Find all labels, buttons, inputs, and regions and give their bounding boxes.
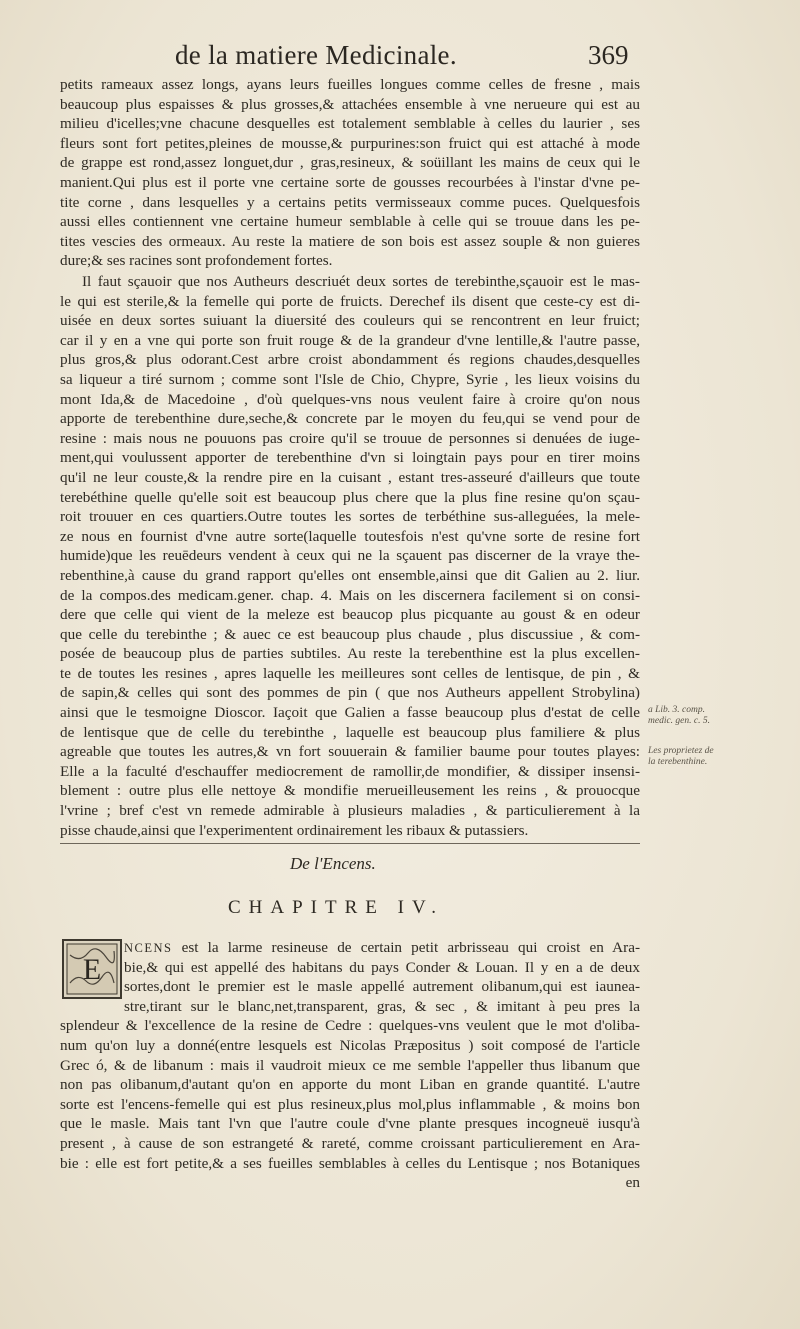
text-line: car il y en a vne qui porte son fruit rouge & de la grandeur d'vne lentille,& l'autre passe, — [60, 331, 640, 349]
text-line: aussi elles contiennent vne certaine humeur semblable à celle qui se trouue dans les pe- — [60, 213, 640, 231]
first-line-rest: est la larme resineuse de certain petit arbrisseau qui croist en Ara- — [181, 939, 640, 956]
text-line: Grec ó, & de libanum : mais il vaudroit mieux ce me semble l'appeller thus libanum que — [60, 1056, 640, 1074]
text-line: present , à cause de son estrangeté & rareté, comme croissant particulierement en Ara- — [60, 1134, 640, 1152]
margin-note-properties: Les proprietez de la terebenthine. — [648, 746, 714, 767]
text-line: manient.Qui plus est il porte vne certaine sorte de gousses recourbées à l'instar d'vne pe- — [60, 173, 640, 191]
text-line: le qui est sterile,& la femelle qui porte de fruicts. Derechef ils disent que ceste-cy est di- — [60, 292, 640, 310]
text-line: stre,tirant sur le blanc,net,transparent, gras, & sec , & imitant à peu pres la — [124, 997, 640, 1015]
text-line: milieu d'icelles;vne chacune desquelles est totalement semblable à celles du laurier , ses — [60, 115, 640, 133]
text-line: apporte de terebenthine dure,seche,& concrete par le moyen du feu,qui se vend pour de — [60, 410, 640, 428]
text-line: mont Ida,& de Macedoine , d'où quelques-vns nous veulent faire à croire qu'on nous — [60, 390, 640, 408]
paragraph-top — [60, 75, 640, 271]
chapter-first-line — [124, 938, 640, 959]
text-line: qu'il ne leur couste,& la rendre pire en la cuisant , estant tres-asseuré d'ailleurs que toute — [60, 468, 640, 486]
chapter-wrap-lines — [124, 958, 640, 1017]
text-line: Il faut sçauoir que nos Autheurs descriuét deux sortes de terebinthe,sçauoir est le mas- — [82, 273, 640, 290]
text-line: bie,& qui est appellé des habitans du pays Conder & Louan. Il y en a de deux — [124, 958, 640, 976]
text-line: Elle a la faculté d'eschauffer mediocrement de ramollir,de mondifier, & dissiper insensi- — [60, 762, 640, 780]
text-line: roit trouuer en ces quartiers.Outre toutes les sortes de terbéthine sus-alleguées, la mele- — [60, 508, 640, 526]
paragraph-terebinthe — [60, 272, 640, 840]
text-line: non pas olibanum,d'autant qu'on en apporte du mont Liban en grande quantité. L'autre — [60, 1076, 640, 1094]
text-line: num qu'on luy a donné(entre lesquels est Nicolas Præpositus ) soit composé de l'article — [60, 1036, 640, 1054]
text-line — [124, 938, 640, 959]
text-line: de lentisque que de celle du terebinthe , laquelle est beaucoup plus familiere & plus — [60, 723, 640, 741]
text-line: dure;& ses racines sont profondement fortes. — [60, 252, 333, 270]
text-line: blement : outre plus elle nettoye & mondifie merueilleusement les reins , & prouocque — [60, 782, 640, 800]
running-title: de la matiere Medicinale. — [175, 40, 457, 70]
text-line: agreable que toutes les autres,& vn fort souuerain & familier baume pour toutes playes: — [60, 743, 640, 761]
text-line: tite corne , dans lesquelles y a certains petits vermisseaux comme puces. Quelquesfois — [60, 193, 640, 211]
text-line: l'vrine ; bref c'est vn remede admirable à plusieurs maladies , & particulierement à la — [60, 802, 640, 820]
chapter-paragraph — [60, 1016, 640, 1173]
section-heading: De l'Encens. — [290, 854, 376, 873]
text-line: humide)que les reuēdeurs vendent à ceux qui ne la sçauent pas discerner de la vraye the- — [60, 547, 640, 565]
text-line: petits rameaux assez longs, ayans leurs fueilles longues comme celles de fresne , mais — [60, 76, 640, 93]
text-line: plus gros,& plus odorant.Cest arbre croist abondamment és regions chaudes,desquelles — [60, 351, 640, 369]
text-line: terebéthine quelle qu'elle soit est beaucoup plus chere que la plus fine resine qu'on sçau- — [60, 488, 640, 506]
text-line: de la compos.des medicam.gener. chap. 4. Mais on les discernera facilement si on consi- — [60, 586, 640, 604]
text-line: sortes,dont le premier est le masle appellé autrement olibanum,qui est iaunea- — [124, 978, 640, 996]
page-number: 369 — [588, 40, 629, 70]
text-line: que le masle. Mais tant l'vn que l'autre coule d'vne plante presques incogneuë iusqu'à — [60, 1115, 640, 1133]
text-line: bie : elle est fort petite,& a ses fueilles semblables à celles du Lentisque ; nos Botaniques — [60, 1154, 640, 1172]
text-line: rebenthine,à cause du grand rapport qu'elles ont ensemble,ainsi que dit Galien au 2. liur. — [60, 566, 640, 584]
text-line: ment,qui voulussent apporter de terebenthine d'vn si loingtain pays pour en tirer moins — [60, 449, 640, 467]
text-line: posée de beaucoup plus de parties subtiles. Au reste la terebenthine est la plus excellen- — [60, 645, 640, 663]
text-line: splendeur & l'excellence de la resine de Cedre : quelques-vns veulent que le mot d'oliba- — [60, 1017, 640, 1035]
margin-note-reference: a Lib. 3. comp. medic. gen. c. 5. — [648, 705, 710, 726]
text-line: pisse chaude,ainsi que l'experimentent ordinairement les ribaux & putassiers. — [60, 821, 529, 839]
text-line: sa liqueur a tiré surnom ; comme sont l'Isle de Chio, Chypre, Syrie , les lieux voisins du — [60, 370, 640, 388]
text-line: de sapin,& celles qui sont des pommes de pin ( que nos Autheurs appellent Strobylina) — [60, 684, 640, 702]
text-line: uisée en deux sortes suiuant la diuersité des couleurs qui se rencontrent en leur fruict; — [60, 312, 640, 330]
ornament-initial-icon — [66, 943, 118, 995]
text-line: resine : mais nous ne pouuons pas croire qu'il se trouue de personnes si denuées de iuge- — [60, 429, 640, 447]
catchword: en — [625, 1174, 640, 1191]
first-word-rest: NCENS — [124, 941, 173, 955]
text-line: beaucoup plus espaisses & plus grosses,& attachées ensemble à vne nerueure qui est au — [60, 95, 640, 113]
text-line: de grappe est rond,assez longuet,dur , gras,resineux, & soüillant les mains de ceux qui le — [60, 154, 640, 172]
text-line: ze nous en fournist d'vne autre sorte(laquelle toutesfois n'est qu'vne sorte de resine fort — [60, 527, 640, 545]
text-line: fleurs sont fort petites,pleines de mousse,& purpurines:son fruict qui est attaché à mode — [60, 134, 640, 152]
text-line: sorte est l'encens-femelle qui est plus resineux,plus mol,plus inflammable , & moins bon — [60, 1095, 640, 1113]
svg-text:E: E — [82, 953, 102, 986]
text-line: ainsi que le tesmoigne Dioscor. Iaçoit que Galien a fasse beaucoup plus d'estat de celle — [60, 704, 640, 722]
text-line: te de toutes les resines , apres laquelle les meilleures sont celles de lentisque, de pin , & — [60, 664, 640, 682]
section-divider — [60, 843, 640, 844]
chapter-heading: CHAPITRE IV. — [228, 897, 444, 918]
text-line: dere que celle qui vient de la meleze est beaucop plus picquante au goust & en odeur — [60, 606, 640, 624]
text-line: tites vescies des ormeaux. Au reste la matiere de son bois est assez souple & non guieres — [60, 232, 640, 250]
decorated-initial — [62, 939, 122, 999]
text-line: que celle du terebinthe ; & auec ce est beaucoup plus chaude , plus discussiue , & com- — [60, 625, 640, 643]
